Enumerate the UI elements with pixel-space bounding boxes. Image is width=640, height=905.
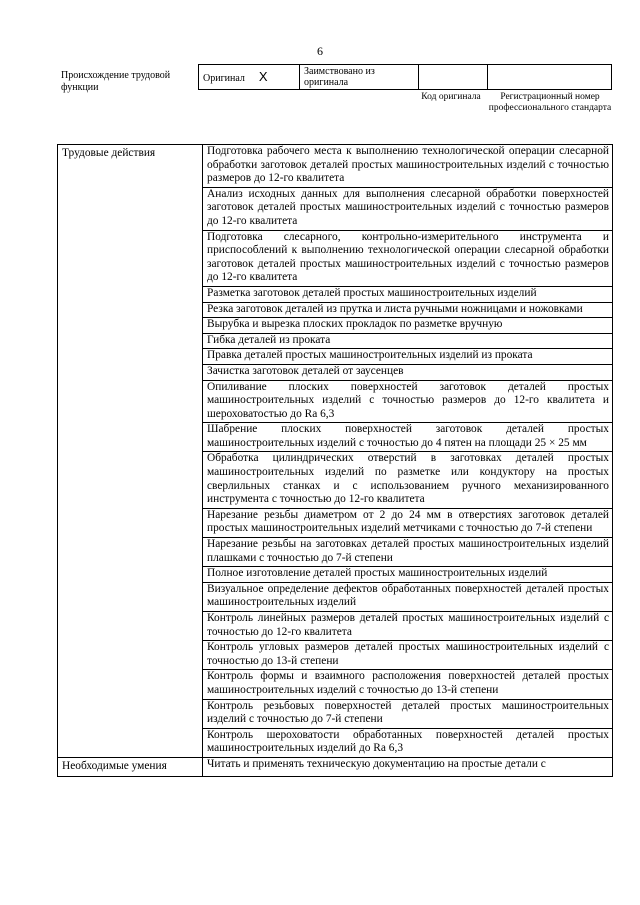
labor-action-item: Полное изготовление деталей простых машиностроительных изделий [203,567,613,583]
labor-action-item: Разметка заготовок деталей простых машиностроительных изделий [203,286,613,302]
labor-action-item: Контроль резьбовых поверхностей деталей простых машиностроительных изделий с точностью до 7-й степени [203,699,613,728]
origin-table [198,64,612,90]
origin-label: Происхождение трудовой функции [61,70,171,93]
required-skills-header: Необходимые умения [58,757,203,776]
labor-action-item: Контроль угловых размеров деталей простых машиностроительных изделий с точностью до 13-й степени [203,641,613,670]
code-caption: Код оригинала [421,92,481,102]
original-label: Оригинал [203,72,245,84]
reg-number-cell [488,65,612,90]
labor-action-item: Вырубка и вырезка плоских прокладок по разметке вручную [203,318,613,334]
labor-action-item: Подготовка слесарного, контрольно-измерительного инструмента и приспособлений к выполнению технологической операции слесарной обработки заготовок деталей простых машиностроительных изделий с точностью размеров до 12-го квалитета [203,230,613,286]
labor-actions-header: Трудовые действия [58,145,203,758]
original-mark: X [258,68,268,84]
labor-function-table [57,144,613,777]
code-cell [419,65,488,90]
required-skills-row [58,757,613,776]
borrowed-cell: Заимствовано из оригинала [300,65,419,90]
reg-number-caption: Регистрационный номер профессионального стандарта [488,92,612,113]
labor-action-row [58,145,613,188]
labor-action-item: Нарезание резьбы на заготовках деталей простых машиностроительных изделий плашками с точностью до 7-й степени [203,538,613,567]
labor-action-item: Резка заготовок деталей из прутка и листа ручными ножницами и ножовками [203,302,613,318]
labor-action-item: Нарезание резьбы диаметром от 2 до 24 мм в отверстиях заготовок деталей простых машиностроительных изделий метчиками с точностью до 7-й степени [203,508,613,537]
labor-action-item: Обработка цилиндрических отверстий в заготовках деталей простых машиностроительных изделий по разметке или кондуктору на простых сверлильных станках и с использованием ручного механизированного инструмента с точностью до 12-го квалитета [203,452,613,508]
labor-action-item: Подготовка рабочего места к выполнению технологической операции слесарной обработки заготовок деталей простых машиностроительных изделий с точностью размеров до 12-го квалитета [203,145,613,188]
page-number: 6 [317,44,323,58]
labor-action-item: Контроль формы и взаимного расположения поверхностей деталей простых машиностроительных изделий с точностью до 13-й степени [203,670,613,699]
labor-action-item: Визуальное определение дефектов обработанных поверхностей деталей простых машиностроительных изделий [203,582,613,611]
labor-action-item: Анализ исходных данных для выполнения слесарной обработки поверхностей заготовок деталей простых машиностроительных изделий с точностью размеров до 12-го квалитета [203,187,613,230]
original-cell [199,65,300,90]
labor-action-item: Правка деталей простых машиностроительных изделий из проката [203,349,613,365]
labor-action-item: Контроль шероховатости обработанных поверхностей деталей простых машиностроительных изделий до Ra 6,3 [203,728,613,757]
labor-action-item: Зачистка заготовок деталей от заусенцев [203,364,613,380]
required-skill-item: Читать и применять техническую документацию на простые детали с [203,757,613,776]
labor-action-item: Контроль линейных размеров деталей простых машиностроительных изделий с точностью до 12-го квалитета [203,612,613,641]
labor-function-body [58,145,613,777]
labor-action-item: Опиливание плоских поверхностей заготовок деталей простых машиностроительных изделий с точностью размеров до 12-го квалитета и шероховатостью до Ra 6,3 [203,380,613,423]
labor-action-item: Гибка деталей из проката [203,333,613,349]
origin-block [57,64,613,128]
labor-action-item: Шабрение плоских поверхностей заготовок деталей простых машиностроительных изделий с точностью до 4 пятен на площади 25 × 25 мм [203,423,613,452]
